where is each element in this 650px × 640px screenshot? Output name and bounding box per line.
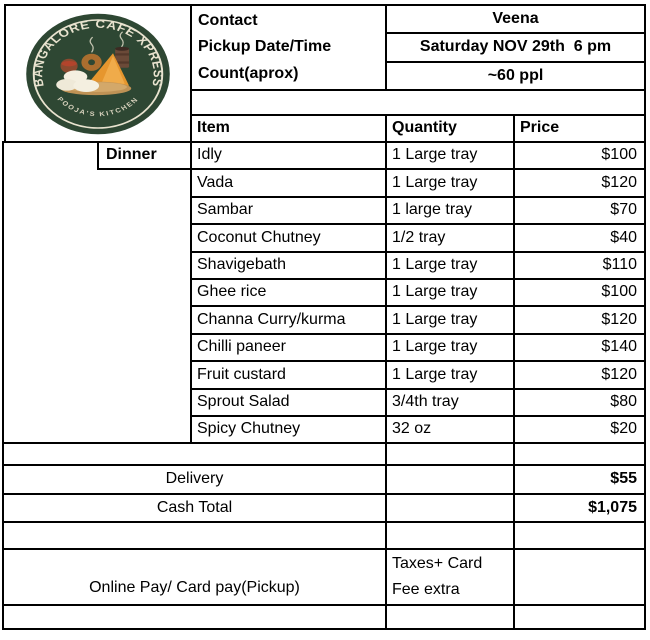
empty-cell: [385, 521, 515, 550]
empty-cell: [2, 604, 387, 630]
empty-cell: [385, 442, 515, 466]
empty-cell: [190, 89, 646, 116]
pickup-label: Pickup Date/Time: [198, 38, 332, 56]
item-name-cell: Idly: [190, 141, 387, 170]
item-price-cell: $110: [513, 251, 646, 280]
cash-total-label-cell: Cash Total: [2, 493, 387, 523]
empty-cell: [513, 521, 646, 550]
item-price-cell: $100: [513, 278, 646, 307]
brand-logo: [23, 11, 173, 137]
empty-cell: [385, 464, 515, 495]
logo-cell: [4, 4, 192, 143]
item-name-cell: Channa Curry/kurma: [190, 305, 387, 335]
item-name-cell: Shavigebath: [190, 251, 387, 280]
empty-cell: [513, 442, 646, 466]
cash-total-amount-cell: $1,075: [513, 493, 646, 523]
item-quantity-cell: 1 large tray: [385, 196, 515, 225]
empty-cell: [2, 521, 387, 550]
quantity-column-header: Quantity: [385, 114, 515, 143]
item-quantity-cell: 1/2 tray: [385, 223, 515, 253]
item-quantity-cell: 1 Large tray: [385, 305, 515, 335]
item-price-cell: $80: [513, 388, 646, 417]
item-name-cell: Sprout Salad: [190, 388, 387, 417]
empty-cell: [513, 604, 646, 630]
item-quantity-cell: 1 Large tray: [385, 168, 515, 198]
contact-label: Contact: [198, 11, 258, 29]
item-quantity-cell: 1 Large tray: [385, 360, 515, 390]
delivery-label-cell: Delivery: [2, 464, 387, 495]
item-price-cell: $120: [513, 168, 646, 198]
item-name-cell: Fruit custard: [190, 360, 387, 390]
contact-value: Veena: [385, 4, 646, 34]
payment-note-cell: Online Pay/ Card pay(Pickup): [2, 548, 387, 606]
meal-label-cell: Dinner: [97, 141, 192, 170]
item-quantity-cell: 3/4th tray: [385, 388, 515, 417]
item-name-cell: Spicy Chutney: [190, 415, 387, 444]
contact-labels-cell: [190, 4, 387, 91]
item-price-cell: $120: [513, 305, 646, 335]
item-quantity-cell: 1 Large tray: [385, 333, 515, 362]
fee-note-cell: [385, 548, 515, 606]
fee-note-line-1: Taxes+ Card: [392, 555, 483, 573]
item-name-cell: Coconut Chutney: [190, 223, 387, 253]
empty-cell: [513, 548, 646, 606]
logo-tagline-arc-text: POOJA'S KITCHEN: [55, 95, 141, 118]
item-quantity-cell: 1 Large tray: [385, 251, 515, 280]
empty-cell: [385, 604, 515, 630]
price-column-header: Price: [513, 114, 646, 143]
item-quantity-cell: 1 Large tray: [385, 141, 515, 170]
item-price-cell: $120: [513, 360, 646, 390]
item-price-cell: $70: [513, 196, 646, 225]
count-value: ~60 ppl: [385, 61, 646, 91]
item-name-cell: Sambar: [190, 196, 387, 225]
item-price-cell: $140: [513, 333, 646, 362]
item-name-cell: Vada: [190, 168, 387, 198]
item-name-cell: Chilli paneer: [190, 333, 387, 362]
delivery-amount-cell: $55: [513, 464, 646, 495]
empty-cell: [385, 493, 515, 523]
item-quantity-cell: 32 oz: [385, 415, 515, 444]
item-price-cell: $20: [513, 415, 646, 444]
item-price-cell: $40: [513, 223, 646, 253]
pickup-value: Saturday NOV 29th 6 pm: [385, 32, 646, 63]
fee-note-line-2: Fee extra: [392, 580, 460, 598]
item-price-cell: $100: [513, 141, 646, 170]
logo-brand-arc-text: BANGALORE CAFE XPRESS: [30, 17, 166, 88]
item-column-header: Item: [190, 114, 387, 143]
left-margin-area: [2, 141, 192, 444]
item-quantity-cell: 1 Large tray: [385, 278, 515, 307]
count-label: Count(aprox): [198, 64, 299, 82]
item-name-cell: Ghee rice: [190, 278, 387, 307]
empty-cell: [2, 442, 387, 466]
